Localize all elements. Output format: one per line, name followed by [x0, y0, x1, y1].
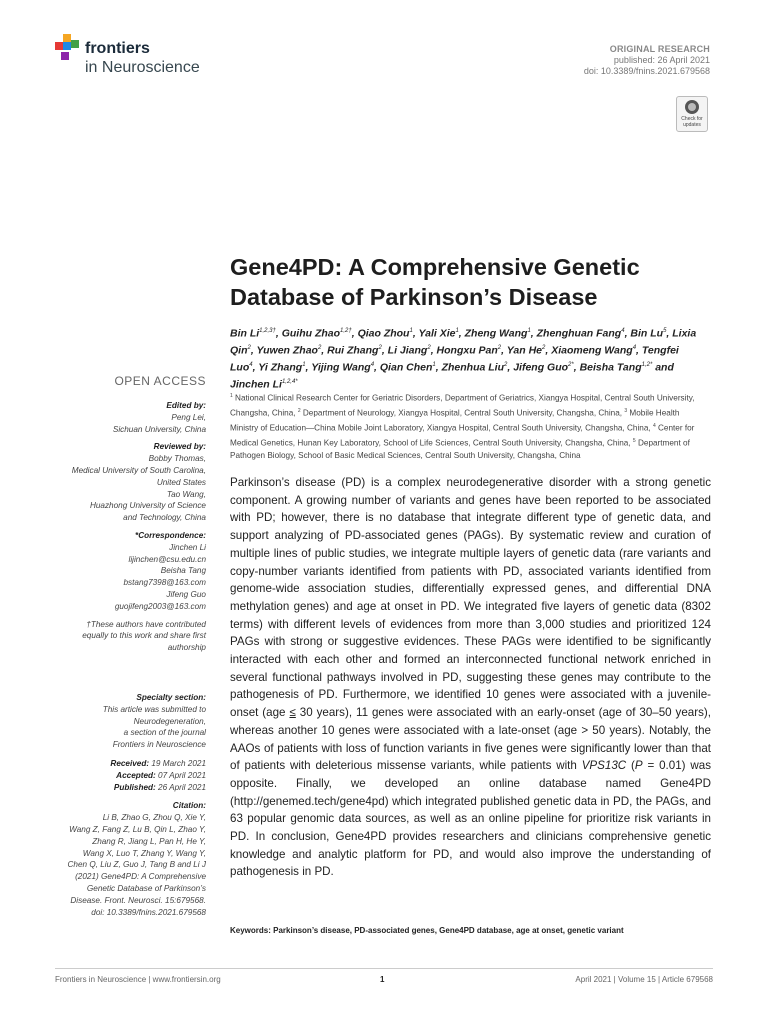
author-name[interactable]: Yi Zhang	[258, 361, 303, 374]
affiliation-text: Center for Medical Genetics, Hunan Key Laboratory, School of Life Sciences, Central South University, Changsha, China,	[230, 423, 695, 448]
author-affiliation-marker: 2	[247, 345, 251, 351]
author-name[interactable]: Tengfei Luo	[230, 344, 679, 374]
affiliation-marker: 5	[632, 437, 636, 444]
logo-text-frontiers: frontiers	[85, 40, 150, 57]
author-name[interactable]: Xiaomeng Wang	[551, 344, 633, 357]
frontiers-logo-icon	[55, 34, 81, 62]
affiliation-marker: 4	[652, 422, 656, 429]
author-affiliation-marker: 1,2,3†	[259, 328, 276, 334]
affiliation-text: Mobile Health Ministry of Education—China Mobile Joint Laboratory, Xiangya Hospital, Central South University, Changsha, China,	[230, 408, 680, 433]
author-name[interactable]: Jifeng Guo	[513, 361, 569, 374]
email-link[interactable]: lijinchen@csu.edu.cn	[128, 554, 206, 564]
author-name[interactable]: Yijing Wang	[311, 361, 371, 374]
check-for-updates-badge[interactable]	[676, 96, 708, 132]
author-list: Bin $Li^{1,2,3\dagger}$, Guihu Zhao$^{1,2\dagger}$, Qiao Zhou$^1$, Yali Xie$^1$, Zheng Wang$^1$, Zhenghuan Fang$^4$, Bin Lu$^5$, Lixia Qin$^2$, Yuwen Zhao$^2$, Rui Zhang$^2$, Li Jiang$^2$, Hongxu Pan$^2$, Yan He$^2$, Xiaomeng Wang$^4$, Tengfei Luo$^4$, Yi Zhang$^1$, Yijing Wang$^4$, Qian Chen$^1$, Zhenhua Liu$^2$, Jifeng Guo$^{2*}$, Beisha Tang$^{1,2*}$ and Jinchen $Li^{1,2,4*}$	[230, 327, 697, 391]
affiliation-text: Department of Pathogen Biology, School of Basic Medical Sciences, Central South University, Changsha, China	[230, 438, 690, 460]
gene-name: VPS13C	[581, 759, 627, 773]
affiliations	[230, 390, 700, 462]
author-name[interactable]: Hongxu Pan	[436, 344, 498, 357]
author-name[interactable]: Jinchen Li	[230, 378, 282, 391]
author-affiliation-marker: 2	[427, 345, 431, 351]
author-name[interactable]: Beisha Tang	[579, 361, 642, 374]
author-affiliation-marker: 1	[455, 328, 459, 334]
author-affiliation-marker: 4	[249, 362, 253, 368]
author-affiliation-marker: 4	[632, 345, 637, 351]
author-name[interactable]: Qiao Zhou	[357, 327, 410, 340]
author-affiliation-marker: 1	[302, 362, 306, 368]
author-name[interactable]: Lixia Qin	[230, 327, 697, 357]
author-name[interactable]: Guihu Zhao	[281, 327, 341, 340]
author-name[interactable]: Bin Li	[230, 327, 260, 340]
author-name[interactable]: Rui Zhang	[327, 344, 379, 357]
author-affiliation-marker: 2	[317, 345, 322, 351]
author-affiliation-marker: 2*	[568, 362, 574, 368]
author-name[interactable]: Yan He	[506, 344, 543, 357]
author-affiliation-marker: 1	[432, 362, 436, 368]
sidebar-specialty: Specialty section: This article was submitted to Neurodegeneration, a section of the journal Frontiers in Neuroscience Received: 19 March 2021 Accepted: 07 April 2021 Published: 26 April 2021 Citation: Li B, Zhao G, Zhou Q, Xie Y, Wang Z, Fang Z, Lu B, Qin L, Zhao Y, Zhang R, Jiang L, Pan H, He Y, Wang X, Luo T, Zhang Y, Wang Y, Chen Q, Liu Z, Guo J, Tang B and Li J (2021) Gene4PD: A Comprehensive Genetic Database of Parkinson’s Disease. Front. Neurosci. 15:679568. doi: 10.3389/fnins.2021.679568	[67, 693, 206, 917]
author-affiliation-marker: 2	[497, 345, 502, 351]
article-type: ORIGINAL RESEARCH	[609, 44, 710, 54]
author-name[interactable]: Yuwen Zhao	[256, 344, 318, 357]
email-link[interactable]: bstang7398@163.com	[123, 578, 206, 588]
update-check-icon	[685, 100, 699, 114]
page-number: 1	[380, 975, 385, 984]
affiliation-text: National Clinical Research Center for Geriatric Disorders, Department of Geriatrics, Xiangya Hospital, Central South University, Changsha, China,	[230, 393, 695, 418]
affiliation-marker: 3	[624, 407, 628, 414]
author-affiliation-marker: 2	[504, 362, 508, 368]
published-date: published: 26 April 2021	[613, 55, 710, 65]
author-affiliation-marker: 1,2,4*	[281, 379, 298, 385]
footer-journal-link[interactable]: Frontiers in Neuroscience | www.frontiersin.org	[55, 975, 221, 984]
author-affiliation-marker: 1	[527, 328, 531, 334]
footer-issue-info: April 2021 | Volume 15 | Article 679568	[575, 975, 713, 984]
article-doi[interactable]: doi: 10.3389/fnins.2021.679568	[583, 66, 710, 76]
author-name[interactable]: Zhenhua Liu	[441, 361, 505, 374]
author-name[interactable]: Qian Chen	[379, 361, 433, 374]
sidebar-editors: Edited by: Peng Lei, Sichuan University, China Reviewed by: Bobby Thomas, Medical University of South Carolina, United States Tao Wang, Huazhong University of Science and Technology, China *Correspondence: Jinchen Li lijinchen@csu.edu.cn Beisha Tang bstang7398@163.com Jifeng Guo guojifeng2003@163.com †These authors have contributed equally to this work and share first authorship	[40, 400, 206, 654]
author-name[interactable]: Zhenghuan Fang	[536, 327, 622, 340]
author-affiliation-marker: 4	[370, 362, 375, 368]
affiliation-marker: 1	[230, 393, 233, 399]
author-affiliation-marker: 1	[409, 328, 413, 334]
article-meta	[584, 44, 710, 77]
author-name[interactable]: Zheng Wang	[464, 327, 528, 340]
author-affiliation-marker: 4	[621, 328, 625, 334]
keywords: Keywords: Parkinson’s disease, PD-associated genes, Gene4PD database, age at onset, genetic variant	[230, 926, 624, 935]
author-name[interactable]: Bin Lu	[630, 327, 664, 340]
author-affiliation-marker: 2	[542, 345, 546, 351]
author-affiliation-marker: 1,2*	[641, 362, 653, 368]
author-name[interactable]: Yali Xie	[418, 327, 456, 340]
author-affiliation-marker: 5	[663, 328, 667, 334]
open-access-label: OPEN ACCESS	[114, 374, 206, 388]
logo-text-journal: in Neuroscience	[85, 59, 200, 76]
author-affiliation-marker: 1,2†	[340, 328, 352, 334]
article-title: Gene4PD: A Comprehensive Genetic Database of Parkinson’s Disease	[230, 254, 640, 310]
author-affiliation-marker: 2	[378, 345, 382, 351]
journal-logo	[55, 34, 225, 84]
check-updates-label: Check for updates	[681, 116, 703, 128]
author-name[interactable]: Li Jiang	[387, 344, 428, 357]
email-link[interactable]: guojifeng2003@163.com	[114, 601, 206, 611]
affiliation-marker: 2	[297, 407, 301, 414]
footer-divider	[55, 968, 713, 969]
affiliation-text: Department of Neurology, Xiangya Hospital, Central South University, Changsha, China,	[300, 408, 625, 418]
abstract: Parkinson’s disease (PD) is a complex neurodegenerative disorder with a strong genetic component. A growing number of variants and genes have been reported to be associated with PD; however, there is no database that integrate different type of genetic data, and support analyzing of PD-associated genes (PAGs). By systematic review and curation of multiple lines of public studies, we integrate multiple layers of genetic data (rare variants and copy-number variants identified from patients with PD, associated variants identified from genome-wide association studies, differentially expressed genes, and differential DNA methylation genes) and age at onset in PD. We integrated five layers of genetic data (8302 terms) with different levels of evidences from more than 3,000 studies and prioritized 124 PAGs with strong or suggestive evidences. These PAGs were identified to be significantly interacted with each other and formed an interconnected functional network enriched in several functional pathways involved in PD, suggesting these genes may contribute to the pathogenesis of PD. Furthermore, we identified 10 genes were associated with a juvenile-onset (age ≤ 30 years), 11 genes were associated with an early-onset (age of 30–50 years), whereas another 10 genes were associated with a late-onset (age > 50 years). Notably, the AAOs of patients with loss of function variants in five genes were significantly lower than that of patients with deleterious missense variants, while patients with VPS13C (P = 0.01) was opposite. Finally, we developed an online database named Gene4PD (http://genemed.tech/gene4pd) which integrated published genetic data in PD, the PAGs, and 63 popular genomic data sources, as well as an online pipeline for prioritize risk variants in PD. In conclusion, Gene4PD provides researchers and clinicians comprehensive genetic knowledge and analytic platform for PD, and would also improve the understanding of pathogenesis in PD.	[230, 476, 711, 879]
